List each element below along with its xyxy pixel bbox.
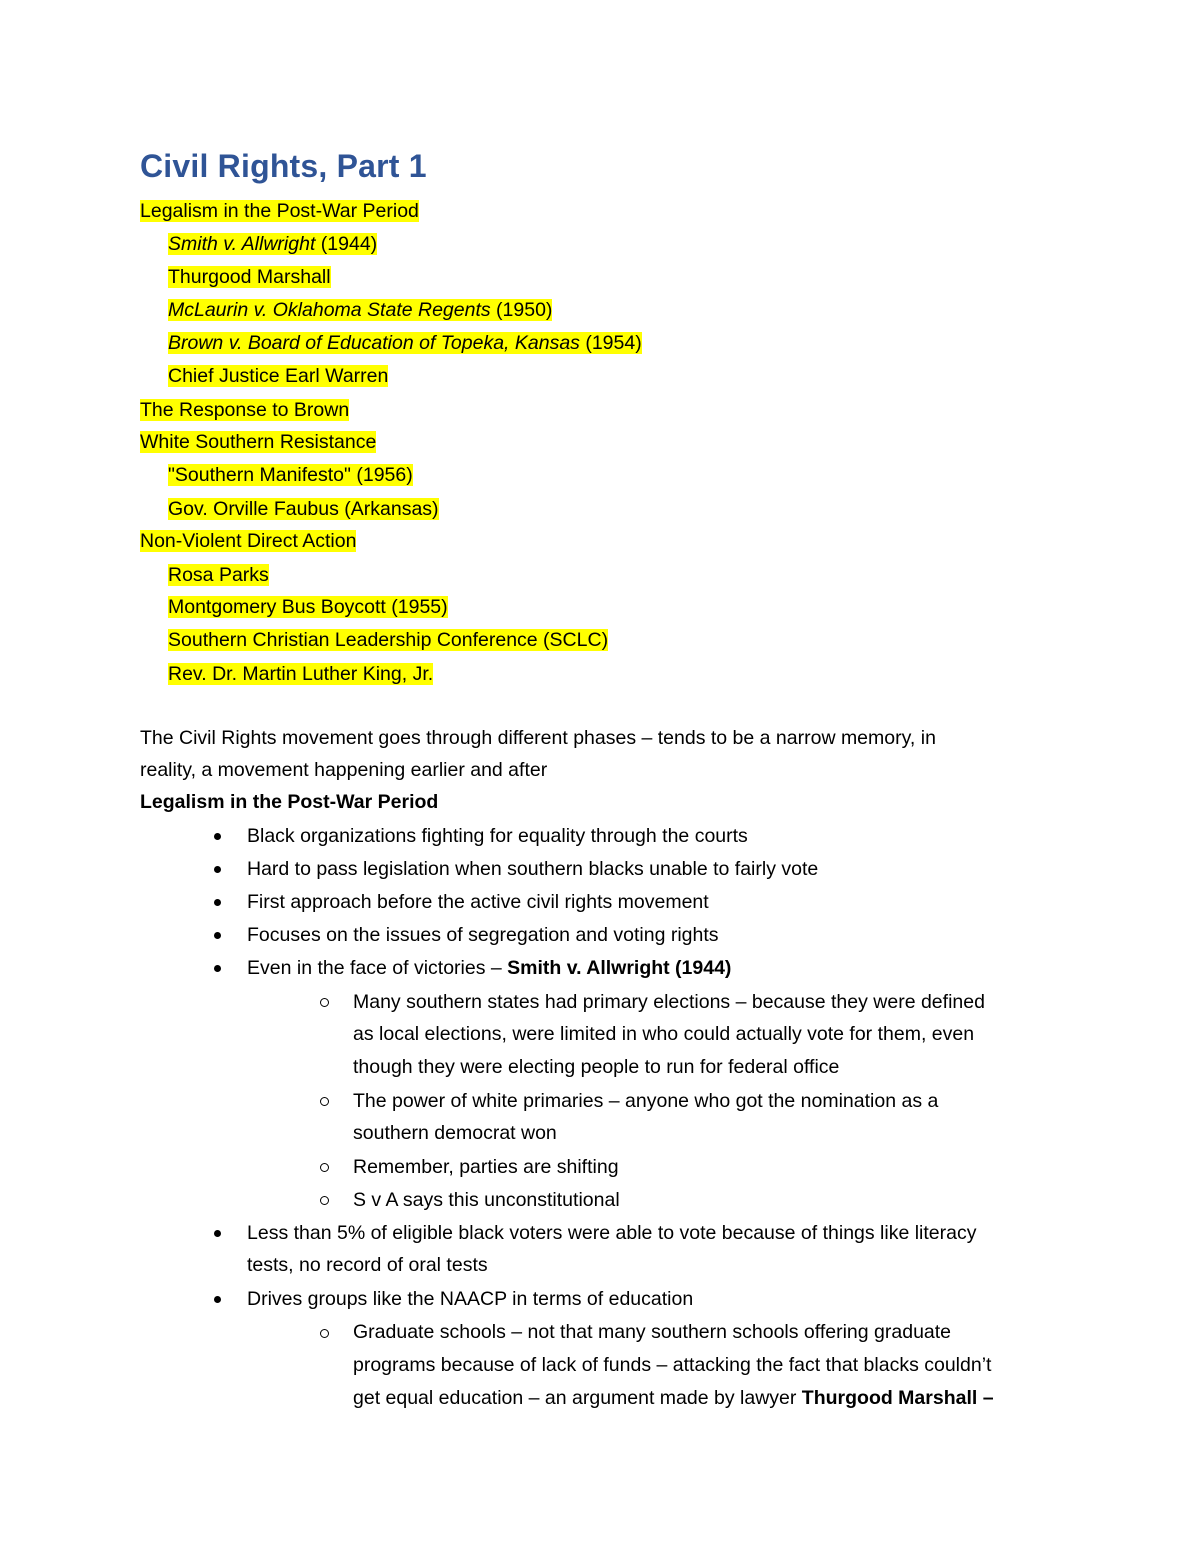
bullet-icon <box>214 899 221 906</box>
intro-line-2: reality, a movement happening earlier and after <box>140 759 548 781</box>
outline-subitem-faubus: Gov. Orville Faubus (Arkansas) <box>168 498 439 520</box>
bullet-item: First approach before the active civil rights movement <box>247 891 709 913</box>
section-heading: Legalism in the Post-War Period <box>140 791 439 813</box>
bullet-item-cont: tests, no record of oral tests <box>247 1254 488 1276</box>
bullet-icon <box>214 965 221 972</box>
sub-bullet-line: as local elections, were limited in who could actually vote for them, even <box>353 1023 975 1045</box>
sub-bullet-line: The power of white primaries – anyone who got the nomination as a <box>353 1090 939 1112</box>
bullet-item: Less than 5% of eligible black voters were able to vote because of things like literacy <box>247 1222 977 1244</box>
outline-subitem-warren: Chief Justice Earl Warren <box>168 365 389 387</box>
sub-bullet-line: Remember, parties are shifting <box>353 1156 619 1178</box>
sub-bullet-line: get equal education – an argument made by lawyer Thurgood Marshall – <box>353 1387 994 1409</box>
sub-bullet-line: Graduate schools – not that many southern schools offering graduate <box>353 1321 952 1343</box>
bullet-item: Focuses on the issues of segregation and voting rights <box>247 924 719 946</box>
bullet-item: Hard to pass legislation when southern blacks unable to fairly vote <box>247 858 819 880</box>
outline-subitem-manifesto: "Southern Manifesto" (1956) <box>168 464 413 486</box>
sub-bullet-line: programs because of lack of funds – attacking the fact that blacks couldn’t <box>353 1354 992 1376</box>
bullet-icon <box>214 1296 221 1303</box>
outline-subitem-sclc: Southern Christian Leadership Conference (SCLC) <box>168 629 609 651</box>
outline-item-legalism: Legalism in the Post-War Period <box>140 200 419 222</box>
outline-item-nonviolent: Non-Violent Direct Action <box>140 530 357 552</box>
outline-item-resistance: White Southern Resistance <box>140 431 377 453</box>
outline-item-response: The Response to Brown <box>140 399 350 421</box>
outline-subitem-brown: Brown v. Board of Education of Topeka, Kansas (1954) <box>168 332 642 354</box>
sub-bullet-line: Many southern states had primary elections – because they were defined <box>353 991 985 1013</box>
outline-subitem-mlk: Rev. Dr. Martin Luther King, Jr. <box>168 663 434 685</box>
outline-subitem-marshall: Thurgood Marshall <box>168 266 331 288</box>
bullet-icon <box>214 833 221 840</box>
sub-bullet-line: though they were electing people to run for federal office <box>353 1056 840 1078</box>
bullet-item: Drives groups like the NAACP in terms of education <box>247 1288 694 1310</box>
outline-subitem-parks: Rosa Parks <box>168 564 269 586</box>
bullet-item: Black organizations fighting for equality through the courts <box>247 825 748 847</box>
sub-bullet-icon <box>320 1097 329 1106</box>
sub-bullet-line: S v A says this unconstitutional <box>353 1189 620 1211</box>
bullet-item: Even in the face of victories – Smith v. Allwright (1944) <box>247 957 732 979</box>
sub-bullet-icon <box>320 1163 329 1172</box>
bullet-icon <box>214 866 221 873</box>
outline-subitem-boycott: Montgomery Bus Boycott (1955) <box>168 596 448 618</box>
outline-subitem-mclaurin: McLaurin v. Oklahoma State Regents (1950) <box>168 299 553 321</box>
bullet-icon <box>214 1230 221 1237</box>
outline-subitem-smith: Smith v. Allwright (1944) <box>168 233 378 255</box>
bullet-icon <box>214 932 221 939</box>
sub-bullet-icon <box>320 1196 329 1205</box>
sub-bullet-icon <box>320 1329 329 1338</box>
sub-bullet-icon <box>320 998 329 1007</box>
intro-line-1: The Civil Rights movement goes through different phases – tends to be a narrow memory, in <box>140 727 936 749</box>
page-title: Civil Rights, Part 1 <box>140 148 427 184</box>
sub-bullet-line: southern democrat won <box>353 1122 557 1144</box>
